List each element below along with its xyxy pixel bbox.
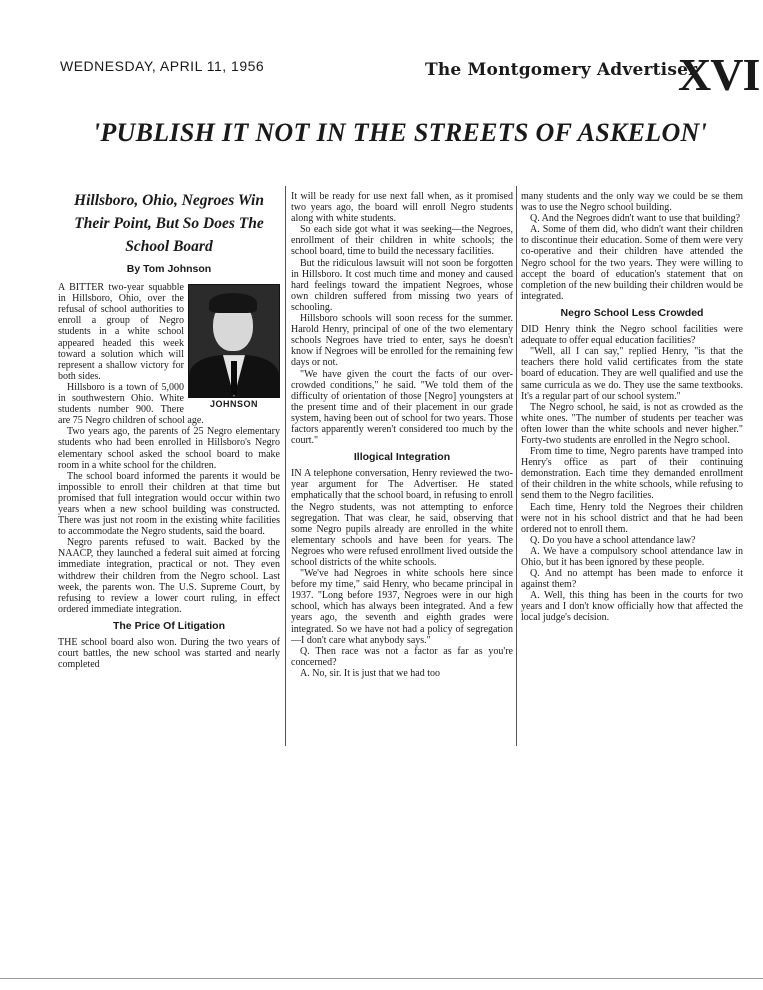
column-rule xyxy=(285,186,286,746)
paragraph: Hillsboro is a town of 5,000 in southwestern Ohio. White students number 900. There are 75 Negro children of school age. xyxy=(58,381,204,427)
paragraph: many students and the only way we could be se them was to use the Negro school building. xyxy=(521,191,743,214)
paragraph: "Well, all I can say," replied Henry, "is that the teachers there hold valid certificates from the state board of education. They are well qualified and use the same curricula as we do. They use the same textbooks. It's a regular part of our school system." xyxy=(521,346,743,402)
paragraph: A. Some of them did, who didn't want their children to discontinue their education. Some of them were very co-operative and their children have attended the Negro school for the two years. They were willing to accept the board of education's statement that on completion of the new building their children would be integrated. xyxy=(521,224,743,302)
paragraph: So each side got what it was seeking—the Negroes, enrollment of their children in white schools; the school board, time to build the necessary facilities. xyxy=(291,224,513,258)
photo-caption: JOHNSON xyxy=(209,399,258,410)
byline: By Tom Johnson xyxy=(126,263,212,275)
paragraph: Negro parents refused to wait. Backed by the NAACP, they launched a federal suit aimed at forcing immediate integration, practical or not. They even withdrew their children from the Negro school. Last week, the parents won. The U.S. Supreme Court, by refusing to review a lower court ruling, in effect ordered immediate integration. xyxy=(58,537,280,615)
column-2 xyxy=(291,191,513,679)
paragraph: Q. And the Negroes didn't want to use that building? xyxy=(530,213,741,225)
column-3 xyxy=(521,191,743,624)
page-number: XVI xyxy=(678,49,760,100)
page-headline: 'PUBLISH IT NOT IN THE STREETS OF ASKELON' xyxy=(92,118,708,147)
paragraph: "We've had Negroes in white schools here since before my time," said Henry, who became principal in 1937. "Long before 1937, Negroes were in our high school, which has always been integrated. And a few years ago, the seventh and eighth grades were integrated. So we have not had a policy of segregation—I don't care what anybody says." xyxy=(291,568,513,646)
paragraph: Q. Do you have a school attendance law? xyxy=(530,534,696,546)
column-1 xyxy=(58,187,280,670)
subhead: Negro School Less Crowded xyxy=(560,306,704,319)
paragraph: But the ridiculous lawsuit will not soon be forgotten in Hillsboro. It cost much time and money and caused hard feelings toward the impatient Negroes, whose own children suffered from missing two years of schooling. xyxy=(291,257,513,313)
paragraph: "We have given the court the facts of our over-crowded conditions," he said. "We told them of the difficulty of orientation of those [Negro] youngsters at the present time and of their placement in our grade system, having been out of school for two years. Those factors apparently weren't considered too much by the court." xyxy=(291,368,513,447)
paragraph: A BITTER two-year squabble in Hillsboro, Ohio, over the refusal of school authorities to enroll a group of Negro students in a white school appeared headed this week toward a solution which will represent a shallow victory for both sides. xyxy=(58,282,184,382)
paragraph: THE school board also won. During the two years of court battles, the new school was started and nearly completed xyxy=(58,637,280,671)
paragraph: A. No, sir. It is just that we had too xyxy=(300,667,440,679)
portrait-image xyxy=(188,284,280,398)
article-title: Hillsboro, Ohio, Negroes Win Their Point, But So Does The School Board xyxy=(74,192,264,255)
dateline: WEDNESDAY, APRIL 11, 1956 xyxy=(60,58,265,74)
newspaper-masthead: The Montgomery Advertiser xyxy=(425,60,698,80)
paragraph: Q. Then race was not a factor as far as you're concerned? xyxy=(291,645,513,668)
author-photo xyxy=(188,284,280,410)
paragraph: The Negro school, he said, is not as crowded as the white ones. "The number of students per teacher was often lower than the white schools and never higher." Forty-two students are enrolled in the Negro school. xyxy=(521,401,743,446)
paragraph: DID Henry think the Negro school facilities were adequate to offer equal education facilities? xyxy=(521,324,743,347)
paragraph: Two years ago, the parents of 25 Negro elementary students who had been enrolled in Hillsboro's Negro elementary school asked the school board to make room in a white school for the children. xyxy=(58,426,280,471)
paragraph: Hillsboro schools will soon recess for the summer. Harold Henry, principal of one of the two elementary schools Negroes have tried to enter, says he doesn't know if Negroes will be enrolled for the remaining few days or not. xyxy=(291,313,513,369)
paragraph: The school board informed the parents it would be impossible to enroll their children at that time but promised that full integration would occur within two years when a new school building was constructed. There was just not room in the existing white facilities to accommodate the Negro students, said the board. xyxy=(58,470,280,538)
subhead: The Price Of Litigation xyxy=(112,619,225,632)
paragraph: From time to time, Negro parents have tramped into Henry's office as part of their continuing demonstration. Each time they demanded enrollment of their children in the white schools, while refusing to send them to the Negro facilities. xyxy=(521,446,743,502)
subhead: Illogical Integration xyxy=(353,451,451,464)
paragraph: Q. And no attempt has been made to enforce it against them? xyxy=(521,568,743,591)
paragraph: A. Well, this thing has been in the courts for two years and I don't know officially how that affected the local judge's decision. xyxy=(521,590,743,624)
paragraph: A. We have a compulsory school attendance law in Ohio, but it has been ignored by these people. xyxy=(521,545,743,568)
paragraph: It will be ready for use next fall when, as it promised two years ago, the board will enroll Negro students along with white students. xyxy=(291,191,513,225)
paragraph: Each time, Henry told the Negroes their children were not in his school district and that he had been ordered not to enroll them. xyxy=(521,501,743,535)
paragraph: IN A telephone conversation, Henry reviewed the two-year argument for The Advertiser. He stated emphatically that the school board, in refusing to enroll the Negro students, was not attempting to enforce segregation. That was clear, he said, observing that some Negro pupils already are enrolled in the white elementary schools and have been for years. The Negroes who were refused enrollment lived outside the school districts of the white schools. xyxy=(291,468,513,568)
bottom-rule xyxy=(0,978,763,979)
column-rule xyxy=(516,186,517,746)
